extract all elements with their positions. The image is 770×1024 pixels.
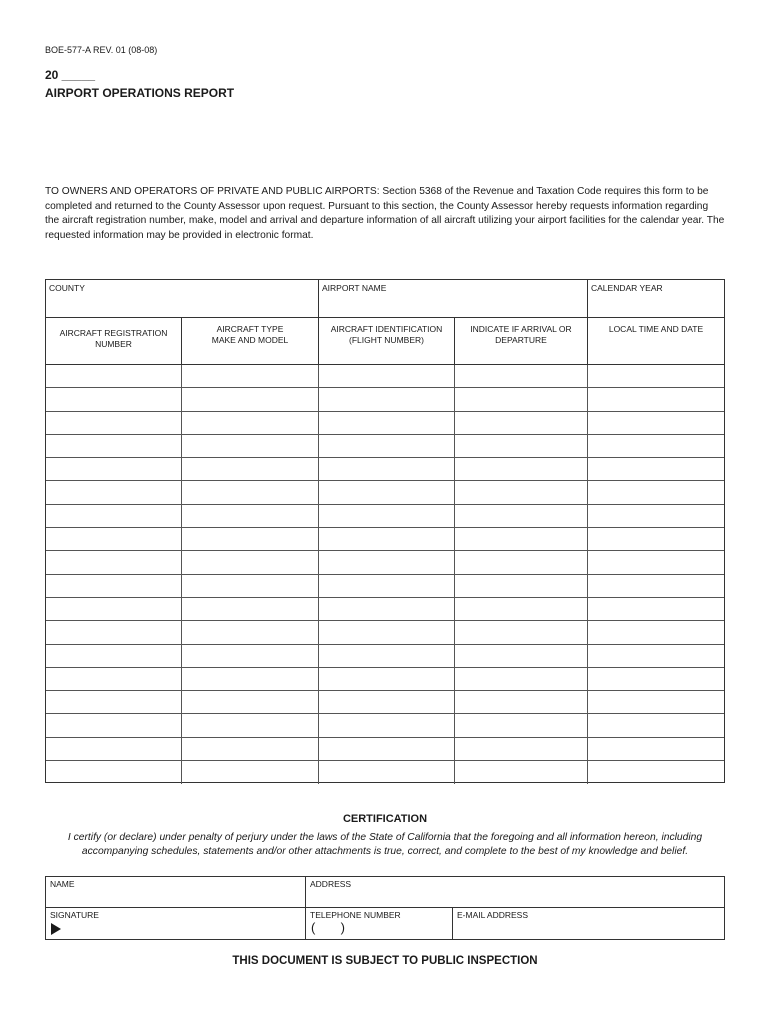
table-cell[interactable] — [318, 505, 454, 527]
table-cell[interactable] — [181, 551, 318, 573]
column-header-row — [46, 318, 724, 365]
certification-text: I certify (or declare) under penalty of perjury under the laws of the State of California that the foregoing and all information hereon, including accompanying schedules, statements and/or other attachments is true, correct, and complete to the best of my knowledge and belief. — [67, 832, 703, 857]
table-row — [46, 668, 724, 691]
table-cell[interactable] — [318, 761, 454, 784]
table-row — [46, 412, 724, 435]
footer-notice: THIS DOCUMENT IS SUBJECT TO PUBLIC INSPECTION — [232, 955, 538, 967]
column-header-line: AIRCRAFT TYPE — [216, 324, 284, 334]
table-cell[interactable] — [181, 505, 318, 527]
table-cell[interactable] — [181, 528, 318, 550]
column-header-line: MAKE AND MODEL — [211, 335, 289, 345]
table-cell[interactable] — [46, 528, 181, 550]
right-arrow-icon — [51, 923, 61, 935]
column-header-time-date — [587, 318, 724, 364]
table-cell[interactable] — [318, 645, 454, 667]
county-label: COUNTY — [49, 283, 85, 293]
table-cell[interactable] — [454, 691, 587, 713]
table-cell[interactable] — [454, 388, 587, 410]
table-cell[interactable] — [318, 412, 454, 434]
table-cell[interactable] — [454, 528, 587, 550]
table-cell[interactable] — [318, 738, 454, 760]
table-cell[interactable] — [587, 551, 724, 573]
table-cell[interactable] — [454, 365, 587, 387]
table-cell[interactable] — [318, 714, 454, 736]
address-field[interactable] — [305, 877, 724, 907]
table-cell[interactable] — [587, 621, 724, 643]
table-cell[interactable] — [454, 621, 587, 643]
table-cell[interactable] — [46, 481, 181, 503]
calendar-year-field[interactable] — [587, 280, 724, 317]
table-cell[interactable] — [181, 388, 318, 410]
table-cell[interactable] — [454, 458, 587, 480]
table-cell[interactable] — [318, 435, 454, 457]
signature-field[interactable] — [46, 908, 305, 939]
table-row — [46, 645, 724, 668]
header-info-row — [46, 280, 724, 318]
table-row — [46, 551, 724, 574]
table-cell[interactable] — [318, 598, 454, 620]
table-cell[interactable] — [587, 388, 724, 410]
telephone-label: TELEPHONE NUMBER — [310, 910, 401, 920]
table-cell[interactable] — [181, 481, 318, 503]
table-row — [46, 388, 724, 411]
column-header-line: LOCAL TIME AND DATE — [608, 324, 704, 334]
county-field[interactable] — [46, 280, 318, 317]
table-cell[interactable] — [454, 668, 587, 690]
table-row — [46, 575, 724, 598]
operations-table — [45, 279, 725, 783]
table-cell[interactable] — [454, 761, 587, 784]
table-row — [46, 761, 724, 784]
table-cell[interactable] — [587, 481, 724, 503]
table-cell[interactable] — [318, 388, 454, 410]
table-cell[interactable] — [46, 621, 181, 643]
table-cell[interactable] — [318, 621, 454, 643]
table-cell[interactable] — [181, 738, 318, 760]
table-cell[interactable] — [46, 714, 181, 736]
table-cell[interactable] — [454, 575, 587, 597]
table-cell[interactable] — [46, 575, 181, 597]
table-cell[interactable] — [587, 668, 724, 690]
table-cell[interactable] — [587, 365, 724, 387]
certification-heading: CERTIFICATION — [342, 813, 428, 825]
column-header-registration — [46, 318, 181, 364]
table-cell[interactable] — [454, 551, 587, 573]
address-label: ADDRESS — [310, 879, 352, 889]
table-cell[interactable] — [454, 412, 587, 434]
table-cell[interactable] — [46, 412, 181, 434]
calendar-year-label: CALENDAR YEAR — [591, 283, 663, 293]
table-cell[interactable] — [46, 738, 181, 760]
table-row — [46, 365, 724, 388]
table-cell[interactable] — [181, 575, 318, 597]
telephone-parens: ( ) — [311, 920, 345, 935]
column-header-line: DEPARTURE — [495, 335, 547, 345]
table-cell[interactable] — [587, 598, 724, 620]
table-cell[interactable] — [587, 691, 724, 713]
table-cell[interactable] — [318, 668, 454, 690]
table-cell[interactable] — [46, 761, 181, 784]
table-cell[interactable] — [318, 458, 454, 480]
page-title: AIRPORT OPERATIONS REPORT — [45, 86, 235, 100]
name-label: NAME — [50, 879, 75, 889]
table-cell[interactable] — [318, 528, 454, 550]
table-cell[interactable] — [587, 738, 724, 760]
table-cell[interactable] — [454, 714, 587, 736]
table-cell[interactable] — [181, 714, 318, 736]
table-cell[interactable] — [46, 365, 181, 387]
signature-row-1 — [46, 877, 724, 908]
table-row — [46, 691, 724, 714]
table-cell[interactable] — [181, 435, 318, 457]
table-row — [46, 598, 724, 621]
table-cell[interactable] — [587, 458, 724, 480]
table-cell[interactable] — [318, 365, 454, 387]
table-cell[interactable] — [181, 621, 318, 643]
form-code: BOE-577-A REV. 01 (08-08) — [45, 45, 158, 55]
table-cell[interactable] — [318, 551, 454, 573]
airport-name-field[interactable] — [318, 280, 587, 317]
table-row — [46, 435, 724, 458]
table-cell[interactable] — [454, 645, 587, 667]
column-header-identification — [318, 318, 454, 364]
table-cell[interactable] — [181, 645, 318, 667]
table-row — [46, 528, 724, 551]
table-cell[interactable] — [587, 528, 724, 550]
signature-table — [45, 876, 725, 940]
table-cell[interactable] — [587, 435, 724, 457]
airport-name-label: AIRPORT NAME — [322, 283, 387, 293]
email-label: E-MAIL ADDRESS — [457, 910, 529, 920]
table-cell[interactable] — [46, 691, 181, 713]
table-cell[interactable] — [46, 551, 181, 573]
column-header-arrival-departure — [454, 318, 587, 364]
table-row — [46, 481, 724, 504]
table-cell[interactable] — [454, 738, 587, 760]
table-cell[interactable] — [181, 691, 318, 713]
table-cell[interactable] — [46, 505, 181, 527]
table-cell[interactable] — [587, 505, 724, 527]
table-cell[interactable] — [46, 388, 181, 410]
table-row — [46, 458, 724, 481]
table-cell[interactable] — [181, 365, 318, 387]
telephone-field[interactable] — [305, 908, 452, 939]
column-header-line: NUMBER — [95, 339, 132, 349]
table-row — [46, 714, 724, 737]
table-cell[interactable] — [46, 435, 181, 457]
column-header-type — [181, 318, 318, 364]
table-row — [46, 621, 724, 644]
table-cell[interactable] — [454, 505, 587, 527]
table-cell[interactable] — [454, 435, 587, 457]
table-cell[interactable] — [454, 481, 587, 503]
table-row — [46, 505, 724, 528]
table-cell[interactable] — [46, 668, 181, 690]
table-cell[interactable] — [587, 714, 724, 736]
table-cell[interactable] — [587, 412, 724, 434]
intro-paragraph: TO OWNERS AND OPERATORS OF PRIVATE AND PUBLIC AIRPORTS: Section 5368 of the Revenue and Taxation Code requires this form to be completed and returned to the County Assessor upon request. Pursuant to this section, the County Assessor hereby requests information regarding the aircraft registration number, make, model and arrival and departure information of all aircraft utilizing your airport facilities for the calendar year. The requested information may be provided in electronic format. — [45, 186, 725, 241]
column-header-line: AIRCRAFT IDENTIFICATION — [330, 324, 443, 334]
table-cell[interactable] — [587, 575, 724, 597]
table-row — [46, 738, 724, 761]
table-cell[interactable] — [46, 458, 181, 480]
table-cell[interactable] — [587, 645, 724, 667]
email-field[interactable] — [452, 908, 724, 939]
table-cell[interactable] — [46, 645, 181, 667]
signature-row-2 — [46, 908, 724, 939]
column-header-line: AIRCRAFT REGISTRATION — [59, 328, 168, 338]
table-cell[interactable] — [46, 598, 181, 620]
table-cell[interactable] — [181, 412, 318, 434]
name-field[interactable] — [46, 877, 305, 907]
year-field[interactable]: 20 _____ — [45, 68, 96, 82]
signature-label: SIGNATURE — [50, 910, 99, 920]
column-header-line: (FLIGHT NUMBER) — [349, 335, 424, 345]
table-cell[interactable] — [454, 598, 587, 620]
table-cell[interactable] — [181, 458, 318, 480]
table-cell[interactable] — [181, 668, 318, 690]
data-rows — [46, 365, 724, 784]
table-cell[interactable] — [181, 598, 318, 620]
table-cell[interactable] — [318, 691, 454, 713]
table-cell[interactable] — [318, 575, 454, 597]
column-header-line: INDICATE IF ARRIVAL OR — [470, 324, 572, 334]
table-cell[interactable] — [181, 761, 318, 784]
table-cell[interactable] — [318, 481, 454, 503]
table-cell[interactable] — [587, 761, 724, 784]
